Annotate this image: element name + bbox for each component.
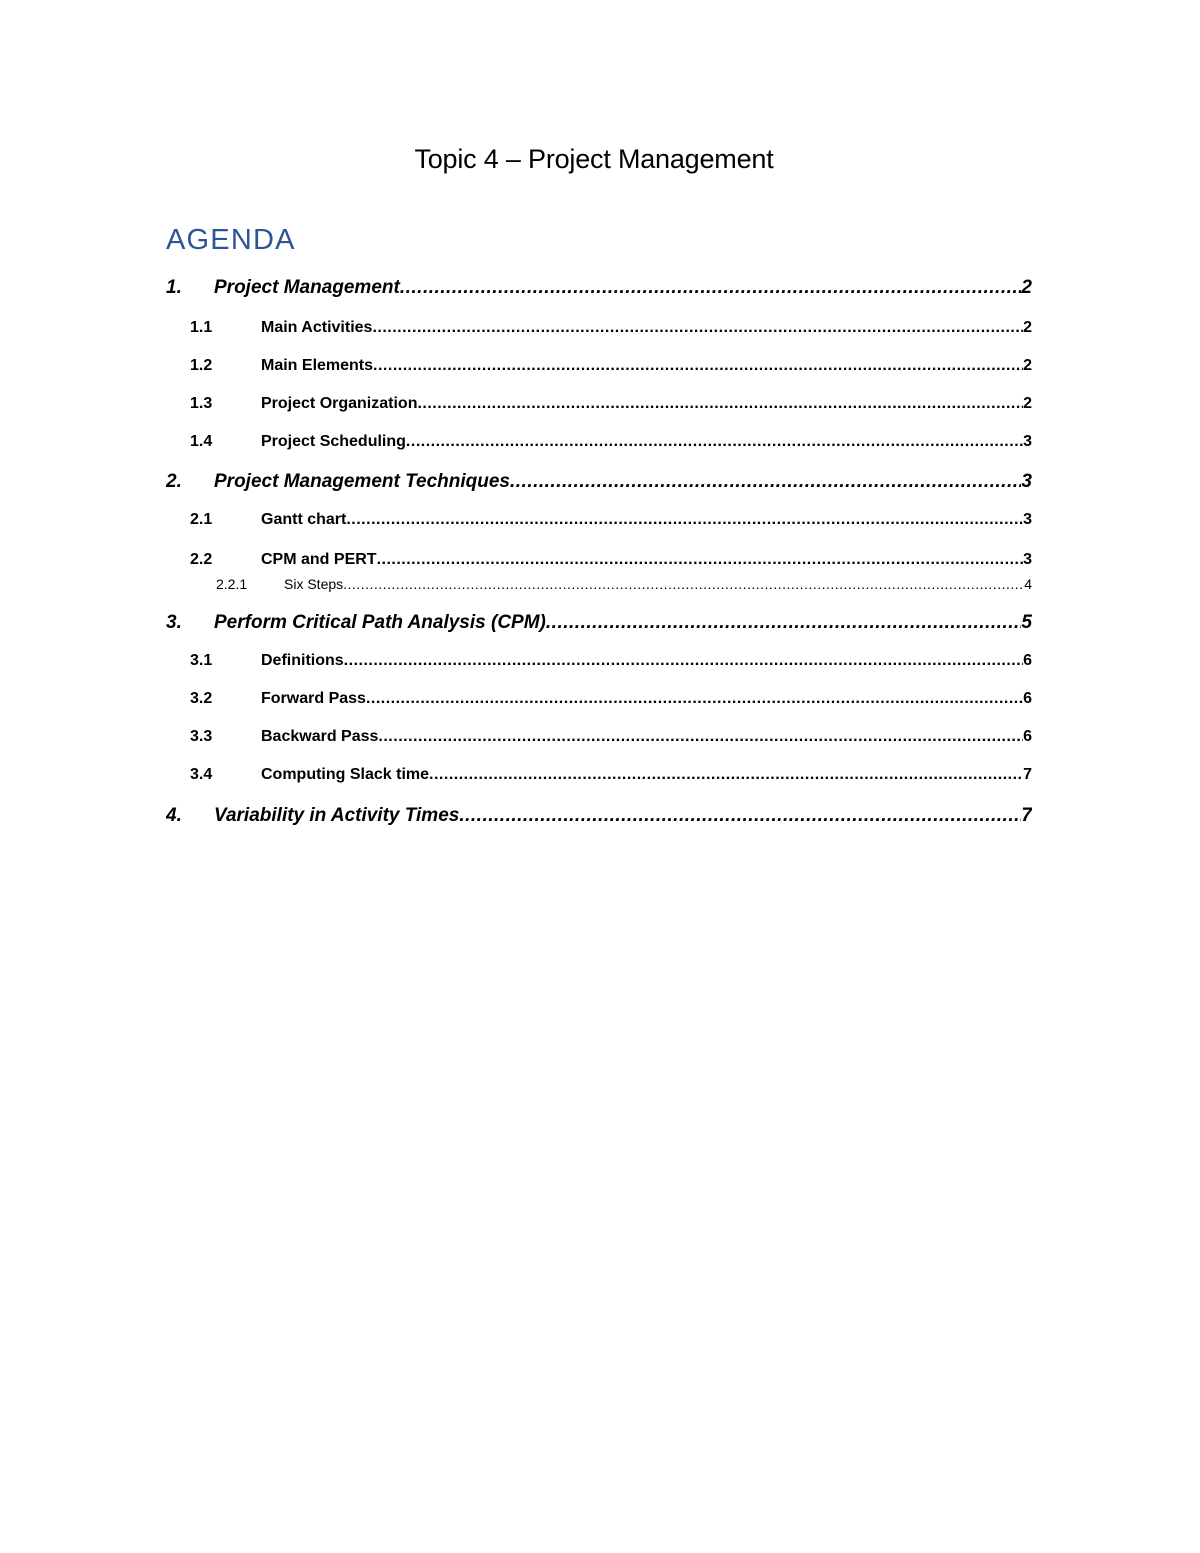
document-title: Topic 4 – Project Management (414, 144, 774, 174)
toc-entry-3-2[interactable] (190, 688, 1032, 710)
toc-entry-3-3[interactable] (190, 726, 1032, 748)
toc-entry-1-2[interactable] (190, 355, 1032, 377)
toc-dot-leader (429, 764, 1023, 786)
toc-entry-1-1[interactable] (190, 317, 1032, 339)
toc-label: Backward Pass (261, 726, 378, 748)
toc-label: Main Elements (261, 355, 373, 377)
toc-dot-leader (346, 509, 1023, 531)
toc-page-number: 4 (1024, 576, 1032, 592)
toc-entry-1-3[interactable] (190, 393, 1032, 415)
toc-label: Perform Critical Path Analysis (CPM) (214, 610, 546, 636)
toc-page-number: 6 (1023, 688, 1032, 710)
toc-page-number: 3 (1023, 431, 1032, 453)
toc-label: Main Activities (261, 317, 372, 339)
toc-number: 3. (166, 610, 214, 636)
toc-number: 3.3 (190, 726, 261, 748)
agenda-heading: AGENDA (166, 224, 296, 256)
toc-page-number: 2 (1023, 317, 1032, 339)
toc-label: Six Steps (284, 576, 344, 592)
toc-label: Project Management (214, 275, 400, 301)
toc-page-number: 5 (1021, 610, 1032, 636)
toc-number: 2. (166, 469, 214, 495)
toc-number: 1.1 (190, 317, 261, 339)
toc-number: 1.4 (190, 431, 261, 453)
toc-label: Computing Slack time (261, 764, 429, 786)
toc-page-number: 2 (1021, 275, 1032, 301)
toc-dot-leader (417, 393, 1023, 415)
toc-page-number: 7 (1021, 803, 1032, 829)
toc-entry-3-4[interactable] (190, 764, 1032, 786)
toc-number: 2.2.1 (216, 575, 284, 594)
toc-label: Project Management Techniques (214, 469, 510, 495)
toc-number: 1. (166, 275, 214, 301)
toc-dot-leader (373, 355, 1023, 377)
toc-dot-leader (372, 317, 1023, 339)
toc-label: Definitions (261, 650, 344, 672)
toc-entry-2-1[interactable] (190, 509, 1032, 531)
toc-number: 3.4 (190, 764, 261, 786)
toc-page-number: 2 (1023, 393, 1032, 415)
toc-entry-1-4[interactable] (190, 431, 1032, 453)
toc-label: Project Organization (261, 393, 417, 415)
toc-page-number: 3 (1023, 509, 1032, 531)
toc-entry-2-2-1[interactable] (216, 575, 1032, 594)
toc-label: Forward Pass (261, 688, 366, 710)
toc-dot-leader (459, 803, 1021, 829)
toc-label: Variability in Activity Times (214, 803, 459, 829)
toc-dot-leader (378, 726, 1023, 748)
toc-number: 2.2 (190, 549, 261, 571)
toc-page-number: 2 (1023, 355, 1032, 377)
toc-entry-1[interactable] (166, 275, 1032, 301)
toc-dot-leader (546, 610, 1022, 636)
toc-dot-leader (377, 549, 1024, 571)
toc-entry-3-1[interactable] (190, 650, 1032, 672)
toc-entry-2-2[interactable] (190, 549, 1032, 571)
toc-label: Gantt chart (261, 509, 346, 531)
toc-dot-leader (343, 575, 1024, 594)
toc-page-number: 6 (1023, 650, 1032, 672)
toc-entry-3[interactable] (166, 610, 1032, 636)
toc-number: 2.1 (190, 509, 261, 531)
toc-dot-leader (344, 650, 1023, 672)
toc-dot-leader (406, 431, 1023, 453)
toc-number: 3.1 (190, 650, 261, 672)
toc-number: 3.2 (190, 688, 261, 710)
toc-entry-2[interactable] (166, 469, 1032, 495)
toc-page-number: 7 (1023, 764, 1032, 786)
toc-dot-leader (400, 275, 1022, 301)
toc-page-number: 6 (1023, 726, 1032, 748)
toc-number: 4. (166, 803, 214, 829)
toc-entry-4[interactable] (166, 803, 1032, 829)
toc-dot-leader (366, 688, 1023, 710)
toc-number: 1.3 (190, 393, 261, 415)
toc-page-number: 3 (1023, 549, 1032, 571)
toc-label: Project Scheduling (261, 431, 406, 453)
toc-page-number: 3 (1021, 469, 1032, 495)
toc-label: CPM and PERT (261, 549, 377, 571)
toc-number: 1.2 (190, 355, 261, 377)
toc-dot-leader (510, 469, 1021, 495)
